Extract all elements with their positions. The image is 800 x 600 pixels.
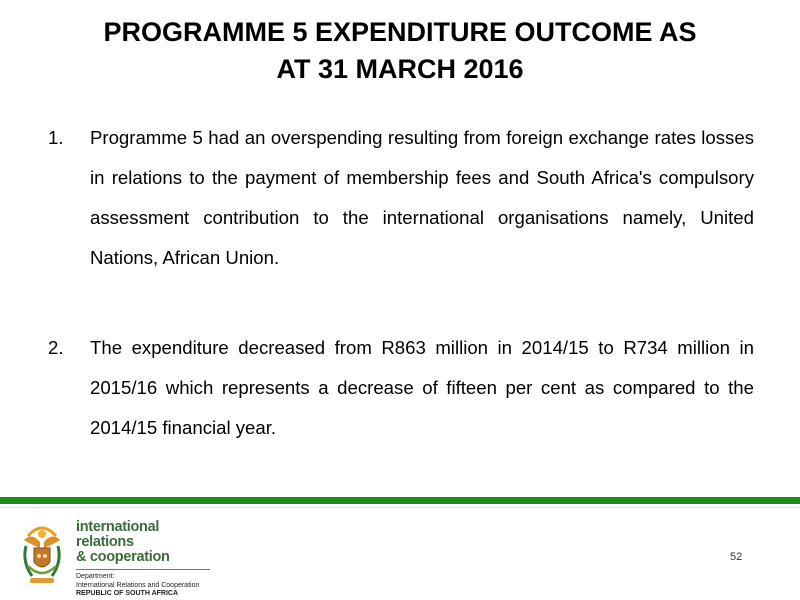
list-item [48,118,754,278]
department-rule [76,569,210,570]
south-africa-coat-of-arms-icon [18,522,66,586]
list-item-text: The expenditure decreased from R863 million in 2014/15 to R734 million in 2015/16 which represents a decrease of fifteen per cent as compared to the 2014/15 financial year. [90,337,754,438]
page-number: 52 [730,551,743,563]
department-full-name: International Relations and Cooperation [76,581,200,589]
numbered-list [48,118,754,448]
footer-divider-thin [0,507,800,508]
country-name: REPUBLIC OF SOUTH AFRICA [76,590,179,597]
slide-title-line2: AT 31 MARCH 2016 [276,54,524,84]
list-item-text: Programme 5 had an overspending resulting from foreign exchange rates losses in relations to the payment of membership fees and South Africa's compulsory assessment contribution to the international organisations namely, United Nations, African Union. [90,127,754,268]
footer-divider [0,497,800,504]
department-name-line1: international relations [76,519,160,550]
list-item-number: 2. [48,337,64,358]
list-item [48,328,754,448]
slide-title-line1: PROGRAMME 5 EXPENDITURE OUTCOME AS [103,17,697,47]
department-label: Department: [76,573,115,580]
department-name-line2: & cooperation [76,549,170,565]
slide-title [30,14,770,88]
department-wordmark [76,520,212,599]
list-item-number: 1. [48,127,64,148]
